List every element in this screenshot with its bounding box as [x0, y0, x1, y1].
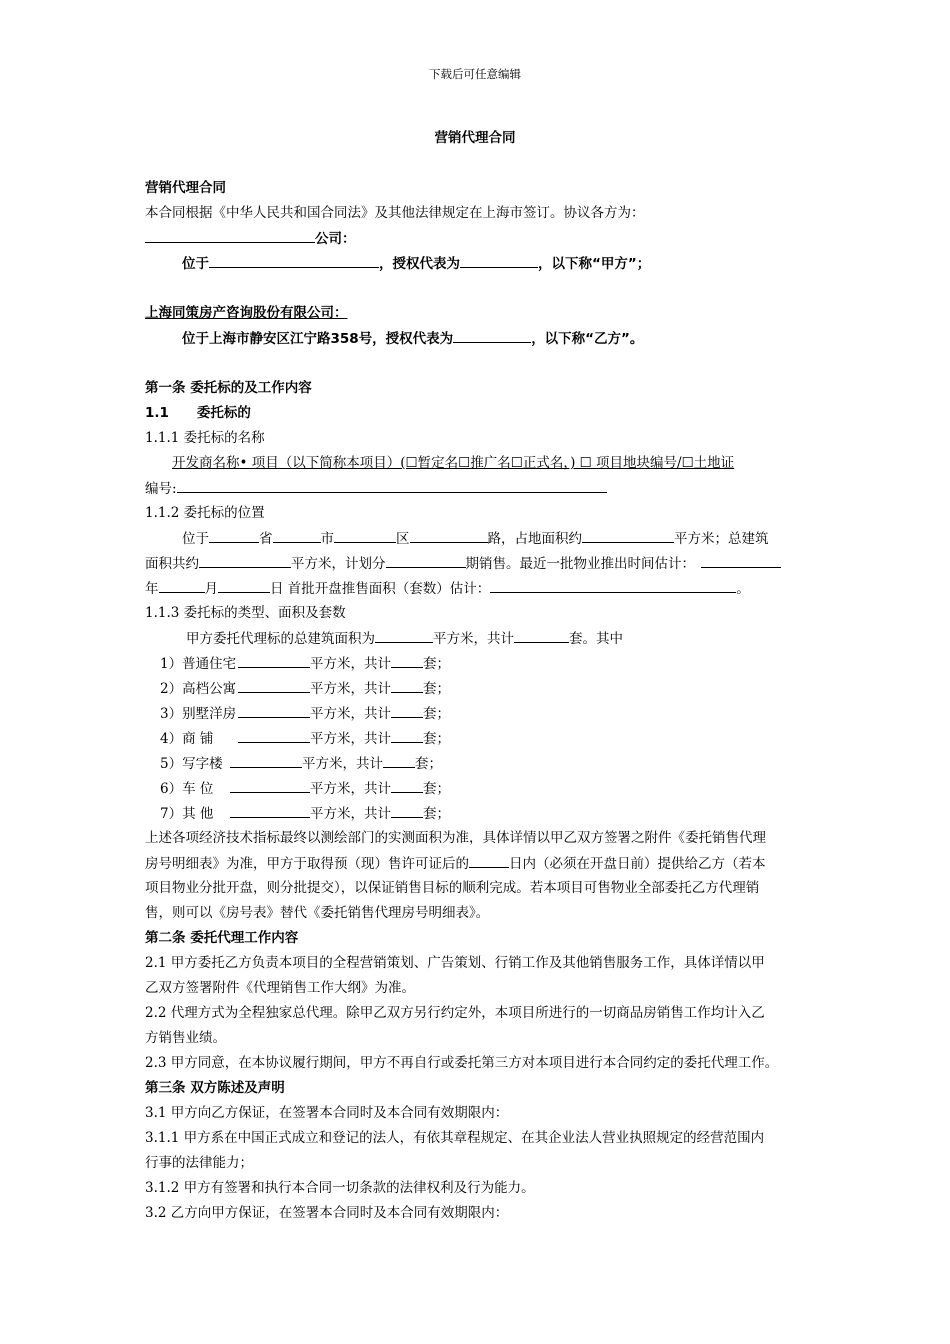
article-1-title: 第一条 委托标的及工作内容 — [145, 380, 312, 396]
paragraph-line: 售，则可以《房号表》替代《委托销售代理房号明细表》。 — [145, 905, 490, 921]
blank-field[interactable] — [490, 578, 736, 593]
blank-field[interactable] — [383, 753, 415, 768]
list-item: 5）写字楼 平方米，共计 套； — [160, 753, 810, 774]
paragraph-line: 3.2 乙方向甲方保证，在签署本合同时及本合同有效期限内： — [145, 1205, 509, 1221]
blank-field[interactable] — [460, 253, 538, 268]
section-1-1: 1.1 委托标的 — [145, 405, 251, 421]
blank-field[interactable] — [273, 528, 321, 543]
list-item: 2）高档公寓 平方米，共计 套； — [160, 678, 810, 699]
paragraph-line: 3.1.1 甲方系在中国正式成立和登记的法人，有依其章程规定、在其企业法人营业执照规定的经营范围内 — [145, 1130, 765, 1146]
blank-field[interactable] — [209, 253, 379, 268]
blank-field[interactable] — [469, 853, 509, 868]
paragraph-line: 2.2 代理方式为全程独家总代理。除甲乙双方另行约定外，本项目所进行的一切商品房销售工作均计入乙 — [145, 1005, 765, 1021]
paragraph-line: 房号明细表》为准，甲方于取得预（现）售许可证后的 日内（必须在开盘日前）提供给乙方（若本 — [145, 853, 810, 874]
header-note: 下载后可任意编辑 — [429, 67, 521, 81]
list-item: 6）车 位 平方米，共计 套； — [160, 778, 810, 799]
blank-field[interactable] — [391, 678, 423, 693]
location-line: 位于 省 市 区 路，占地面积约 平方米；总建筑 — [182, 528, 810, 549]
blank-field[interactable] — [453, 328, 531, 343]
paragraph-line: 2.3 甲方同意，在本协议履行期间，甲方不再自行或委托第三方对本项目进行本合同约定的委托代理工作。 — [145, 1055, 779, 1071]
blank-field[interactable] — [386, 553, 466, 568]
list-item: 3）别墅洋房 平方米，共计 套； — [160, 703, 810, 724]
list-item: 4）商 铺 平方米，共计 套； — [160, 728, 810, 749]
blank-field[interactable] — [238, 703, 310, 718]
party-b-location: 位于上海市静安区江宁路358号，授权代表为 ，以下称“乙方”。 — [182, 328, 810, 349]
blank-field[interactable] — [391, 703, 423, 718]
developer-line-2: 编号: — [145, 478, 810, 499]
blank-field[interactable] — [391, 653, 423, 668]
blank-field[interactable] — [199, 553, 291, 568]
paragraph-line: 3.1.2 甲方有签署和执行本合同一切条款的法律权利及行为能力。 — [145, 1180, 535, 1196]
blank-field[interactable] — [238, 653, 310, 668]
list-item: 7）其 他 平方米，共计 套； — [160, 803, 810, 824]
paragraph-line: 2.1 甲方委托乙方负责本项目的全程营销策划、广告策划、行销工作及其他销售服务工作，具体详情以甲 — [145, 955, 765, 971]
section-1-1-3: 1.1.3 委托标的类型、面积及套数 — [145, 605, 346, 621]
blank-field[interactable] — [159, 578, 205, 593]
blank-field[interactable] — [230, 753, 302, 768]
intro-text: 本合同根据《中华人民共和国合同法》及其他法律规定在上海市签订。协议各方为： — [145, 205, 645, 221]
blank-field[interactable] — [701, 553, 781, 568]
section-1-1-1: 1.1.1 委托标的名称 — [145, 430, 265, 446]
blank-field[interactable] — [391, 778, 423, 793]
blank-field[interactable] — [391, 728, 423, 743]
blank-field[interactable] — [582, 528, 674, 543]
paragraph-line: 项目物业分批开盘，则分批提交），以保证销售目标的顺利完成。若本项目可售物业全部委托乙方代理销 — [145, 880, 760, 896]
blank-field[interactable] — [230, 778, 310, 793]
blank-field[interactable] — [375, 628, 433, 643]
blank-field[interactable] — [391, 803, 423, 818]
party-a-location: 位于 ，授权代表为 ，以下称“甲方”； — [182, 253, 810, 274]
paragraph-line: 3.1 甲方向乙方保证，在签署本合同时及本合同有效期限内： — [145, 1105, 509, 1121]
paragraph-line: 行事的法律能力； — [145, 1155, 253, 1171]
list-item: 1）普通住宅 平方米，共计 套； — [160, 653, 810, 674]
subtitle: 营销代理合同 — [145, 180, 226, 196]
paragraph-line: 上述各项经济技术指标最终以测绘部门的实测面积为准，具体详情以甲乙双方签署之附件《委托销售代理 — [145, 830, 766, 846]
blank-field[interactable] — [218, 578, 270, 593]
blank-field[interactable] — [230, 803, 310, 818]
blank-field[interactable] — [238, 728, 310, 743]
article-3-title: 第三条 双方陈述及声明 — [145, 1080, 285, 1096]
developer-line: 开发商名称• 项目（以下简称本项目）(☐暂定名☐推广名☐正式名，) ☐ 项目地块编号/☐土地证 — [172, 455, 735, 471]
blank-field[interactable] — [334, 528, 396, 543]
party-b-name: 上海同策房产咨询股份有限公司： — [145, 305, 348, 321]
party-a-company: 公司： — [145, 228, 810, 249]
section-1-1-2: 1.1.2 委托标的位置 — [145, 505, 265, 521]
article-2-title: 第二条 委托代理工作内容 — [145, 930, 299, 946]
blank-field[interactable] — [238, 678, 310, 693]
blank-field[interactable] — [145, 228, 315, 243]
document-title: 营销代理合同 — [434, 130, 516, 146]
paragraph-line: 乙双方签署附件《代理销售工作大纲》为准。 — [145, 980, 415, 996]
total-area-line: 甲方委托代理标的总建筑面积为 平方米，共计 套。其中 — [186, 628, 810, 649]
paragraph-line: 方销售业绩。 — [145, 1030, 226, 1046]
date-line: 年 月 日 首批开盘推售面积（套数）估计： 。 — [145, 578, 810, 599]
blank-field[interactable] — [177, 478, 607, 493]
blank-field[interactable] — [514, 628, 569, 643]
area-line: 面积共约 平方米，计划分 期销售。最近一批物业推出时间估计： — [145, 553, 810, 574]
blank-field[interactable] — [209, 528, 259, 543]
blank-field[interactable] — [410, 528, 488, 543]
